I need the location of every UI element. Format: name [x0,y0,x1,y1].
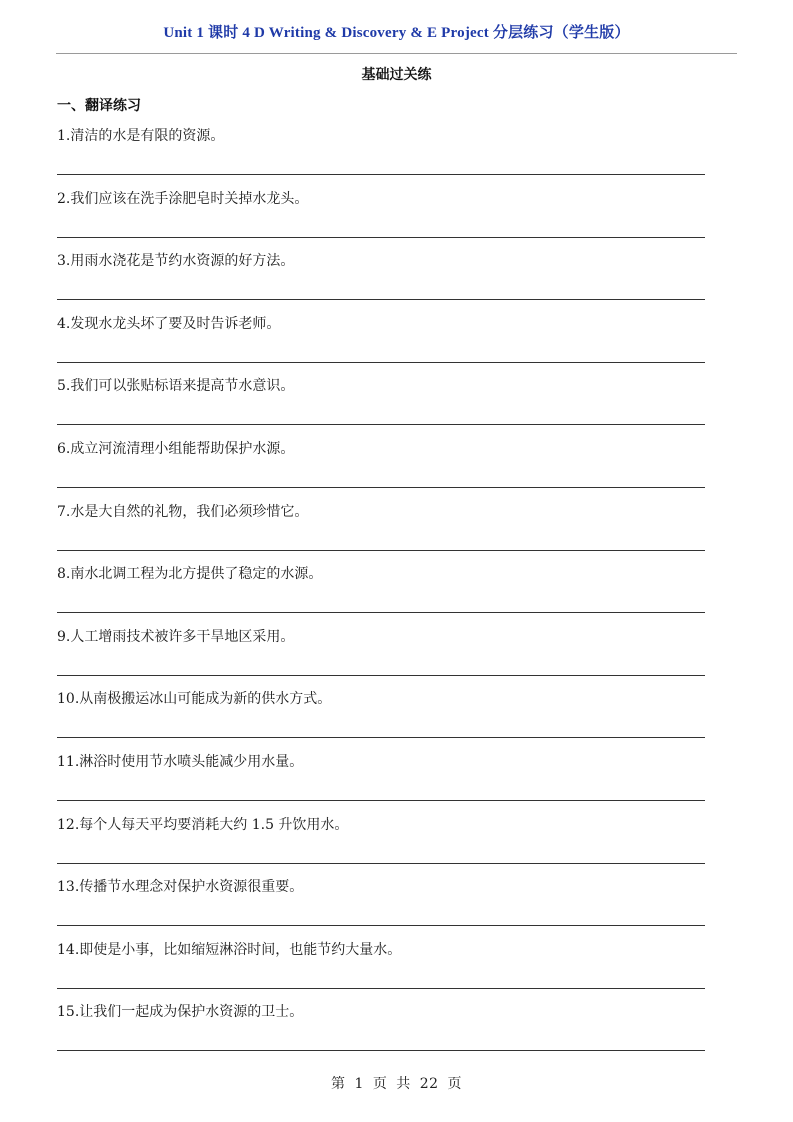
translation-item [57,124,705,187]
item-prompt: 12.每个人每天平均要消耗大约 1.5 升饮用水。 [57,816,349,833]
footer-page-word: 页 [372,1076,388,1092]
item-prompt: 13.传播节水理念对保护水资源很重要。 [57,879,304,896]
answer-line[interactable] [57,1050,705,1051]
translation-item [57,500,705,563]
answer-line[interactable] [57,424,705,425]
item-prompt: 9.人工增雨技术被许多干旱地区采用。 [57,628,295,645]
current-page-number: 1 [354,1076,364,1092]
translation-item [57,312,705,375]
answer-line[interactable] [57,675,705,676]
translation-item [57,875,705,938]
item-prompt: 7.水是大自然的礼物，我们必须珍惜它。 [57,503,309,520]
translation-item [57,187,705,250]
answer-line[interactable] [57,612,705,613]
item-prompt: 5.我们可以张贴标语来提高节水意识。 [57,378,295,395]
footer-total-word: 共 [396,1076,411,1092]
item-prompt: 8.南水北调工程为北方提供了稳定的水源。 [57,566,323,583]
item-prompt: 11.淋浴时使用节水喷头能减少用水量。 [57,753,304,770]
translation-item [57,938,705,1001]
item-prompt: 4.发现水龙头坏了要及时告诉老师。 [57,315,281,332]
answer-line[interactable] [57,863,705,864]
item-prompt: 2.我们应该在洗手涂肥皂时关掉水龙头。 [57,190,309,207]
translation-item [57,625,705,688]
translation-item [57,437,705,500]
translation-item [57,249,705,312]
answer-line[interactable] [57,800,705,801]
translation-item [57,562,705,625]
translation-items-list [57,124,705,1063]
answer-line[interactable] [57,550,705,551]
page-footer [0,1073,793,1093]
answer-line[interactable] [57,737,705,738]
header-divider [56,53,737,54]
item-prompt: 1.清洁的水是有限的资源。 [57,128,225,144]
answer-line[interactable] [57,362,705,363]
section-title: 基础过关练 [361,67,432,83]
answer-line[interactable] [57,174,705,175]
part-title: 一、翻译练习 [57,98,141,114]
translation-item [57,374,705,437]
translation-item [57,687,705,750]
item-prompt: 3.用雨水浇花是节约水资源的好方法。 [57,253,295,270]
total-pages-number: 22 [419,1076,439,1092]
answer-line[interactable] [57,237,705,238]
footer-prefix: 第 [330,1076,346,1092]
translation-item [57,750,705,813]
answer-line[interactable] [57,487,705,488]
translation-item [57,1000,705,1063]
item-prompt: 15.让我们一起成为保护水资源的卫士。 [57,1004,304,1021]
item-prompt: 6.成立河流清理小组能帮助保护水源。 [57,440,295,457]
answer-line[interactable] [57,299,705,300]
answer-line[interactable] [57,988,705,989]
document-header: Unit 1 课时 4 D Writing & Discovery & E Project 分层练习（学生版） [163,25,630,41]
item-prompt: 14.即使是小事，比如缩短淋浴时间，也能节约大量水。 [57,941,402,958]
item-prompt: 10.从南极搬运冰山可能成为新的供水方式。 [57,691,332,708]
answer-line[interactable] [57,925,705,926]
translation-item [57,813,705,876]
footer-suffix: 页 [447,1076,462,1092]
